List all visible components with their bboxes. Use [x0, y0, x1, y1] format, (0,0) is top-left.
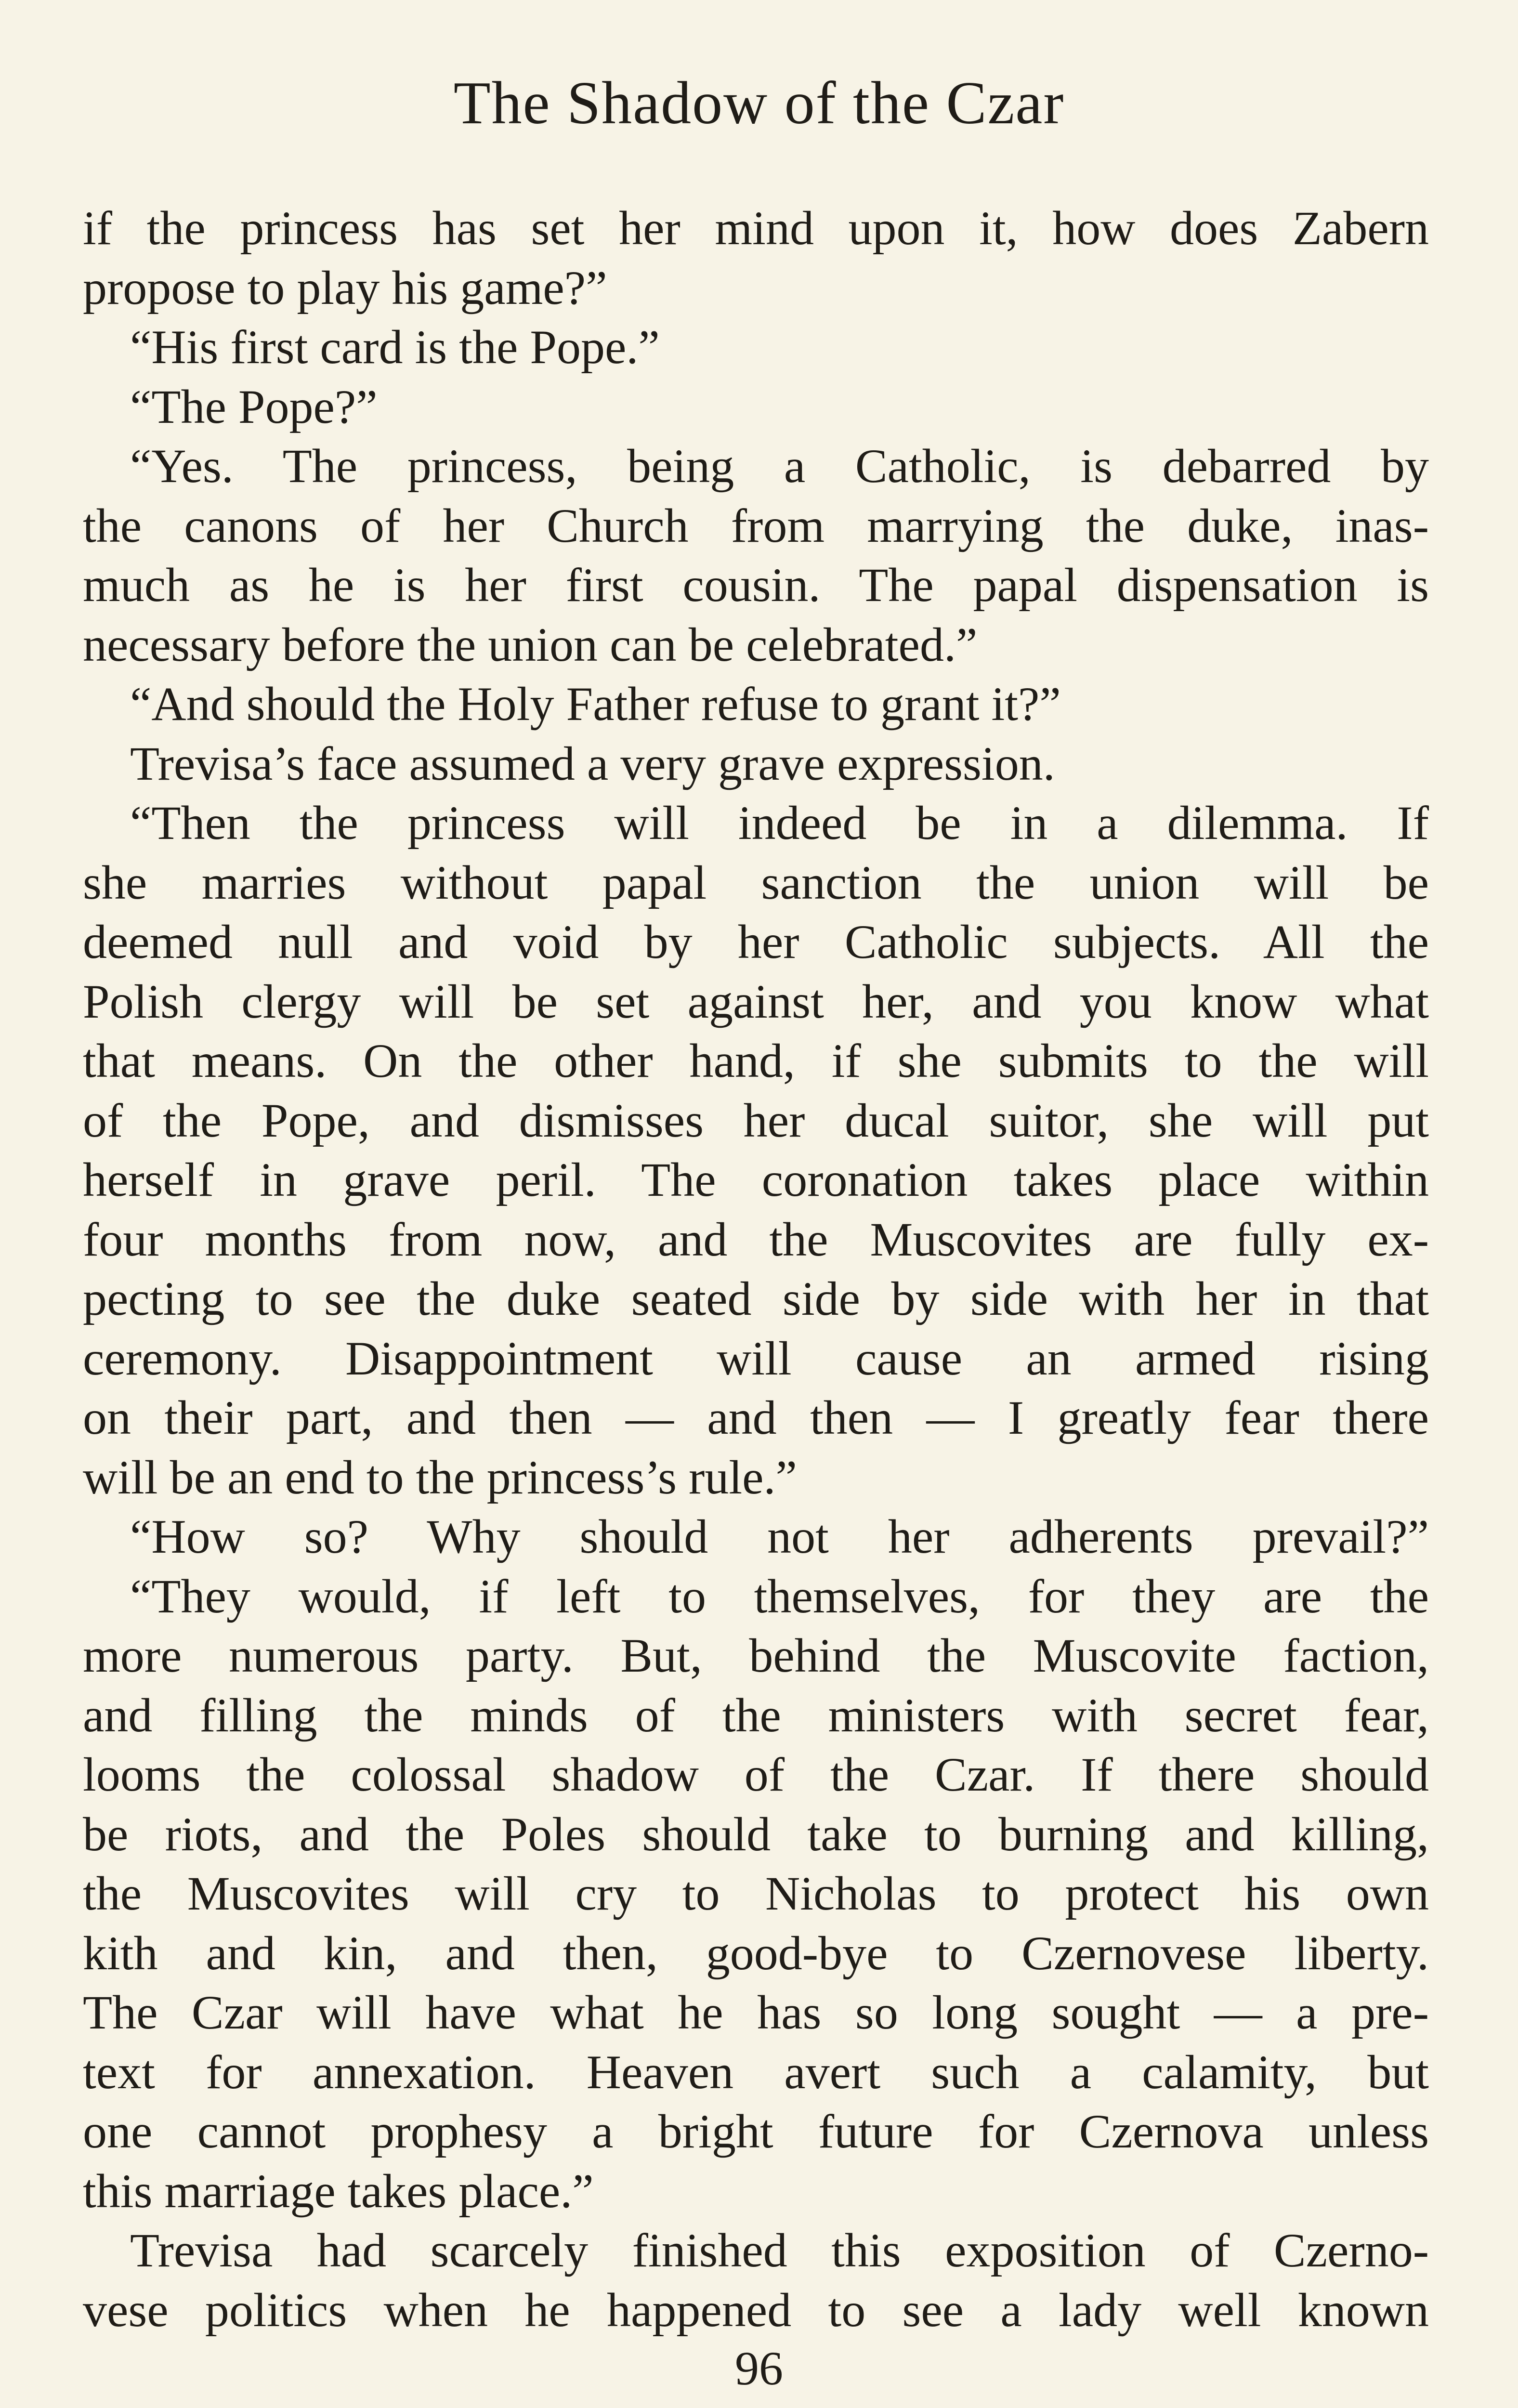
text-line: propose to play his game?” — [83, 261, 607, 314]
text-line: much as he is her first cousin. The papal dispensation is — [83, 558, 1429, 612]
text-line: ceremony. Disappointment will cause an armed rising — [83, 1331, 1429, 1385]
text-line: “They would, if left to themselves, for they are the — [130, 1569, 1429, 1623]
text-line: The Czar will have what he has so long sought — a pre- — [83, 1986, 1429, 2039]
text-line: will be an end to the princess’s rule.” — [83, 1450, 797, 1504]
page-number: 96 — [735, 2342, 783, 2395]
text-line: necessary before the union can be celebrated.” — [83, 617, 978, 671]
text-line: herself in grave peril. The coronation takes place within — [83, 1153, 1429, 1206]
text-line: deemed null and void by her Catholic subjects. All the — [83, 915, 1429, 968]
text-line: one cannot prophesy a bright future for Czernova unless — [83, 2105, 1429, 2158]
text-line: if the princess has set her mind upon it, how does Zabern — [83, 201, 1429, 255]
text-line: pecting to see the duke seated side by side with her in that — [83, 1272, 1429, 1325]
text-line: more numerous party. But, behind the Muscovite faction, — [83, 1629, 1429, 1682]
body-text — [83, 198, 1429, 2340]
text-line: looms the colossal shadow of the Czar. If there should — [83, 1748, 1429, 1801]
text-line: Trevisa’s face assumed a very grave expression. — [130, 736, 1055, 790]
text-line: vese politics when he happened to see a lady well known — [83, 2283, 1429, 2337]
text-line: of the Pope, and dismisses her ducal suitor, she will put — [83, 1093, 1429, 1147]
text-line: “His first card is the Pope.” — [130, 320, 660, 374]
text-line: this marriage takes place.” — [83, 2164, 594, 2218]
text-line: that means. On the other hand, if she submits to the will — [83, 1034, 1429, 1087]
text-line: “The Pope?” — [130, 380, 378, 433]
text-line: kith and kin, and then, good-bye to Czernovese liberty. — [83, 1926, 1429, 1980]
text-line: be riots, and the Poles should take to burning and killing, — [83, 1807, 1429, 1861]
text-line: she marries without papal sanction the union will be — [83, 855, 1429, 909]
text-line: “How so? Why should not her adherents prevail?” — [130, 1510, 1429, 1563]
text-line: Trevisa had scarcely finished this exposition of Czerno- — [130, 2224, 1429, 2277]
text-line: Polish clergy will be set against her, and you know what — [83, 974, 1429, 1028]
text-line: “Yes. The princess, being a Catholic, is debarred by — [130, 439, 1429, 493]
text-line: text for annexation. Heaven avert such a calamity, but — [83, 2045, 1429, 2099]
text-line: and filling the minds of the ministers with secret fear, — [83, 1688, 1429, 1742]
running-head: The Shadow of the Czar — [453, 70, 1065, 137]
text-line: the canons of her Church from marrying the duke, inas- — [83, 498, 1429, 552]
text-line: the Muscovites will cry to Nicholas to protect his own — [83, 1867, 1429, 1920]
text-line: “Then the princess will indeed be in a dilemma. If — [130, 796, 1429, 850]
text-line: “And should the Holy Father refuse to grant it?” — [130, 677, 1061, 731]
text-line: on their part, and then — and then — I greatly fear there — [83, 1391, 1429, 1444]
text-line: four months from now, and the Muscovites are fully ex- — [83, 1212, 1429, 1266]
